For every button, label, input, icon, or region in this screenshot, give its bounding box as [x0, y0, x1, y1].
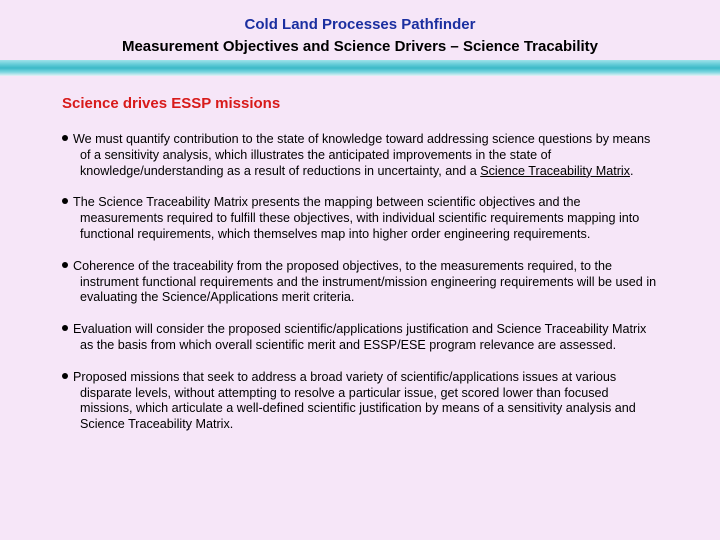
- bullet-dot-icon: [62, 135, 68, 141]
- bullet-item-3: [62, 259, 662, 306]
- slide-title-line-1: Cold Land Processes Pathfinder: [244, 16, 476, 33]
- science-traceability-matrix-link[interactable]: Science Traceability Matrix: [480, 163, 631, 178]
- bullet-5-text: Proposed missions that seek to address a broad variety of scientific/applications issues at various disparate levels, without attempting to resolve a particular issue, get scored lower than focused missions, which articulate a well-defined scientific justification by means of a sensitivity analysis and Science Traceability Matrix.: [73, 369, 636, 432]
- bullet-3-text: Coherence of the traceability from the proposed objectives, to the measurements required, to the instrument functional requirements and the instrument/mission engineering requirements will be used in evaluating the Science/Applications merit criteria.: [73, 258, 657, 305]
- bullet-list: [62, 132, 662, 449]
- section-subtitle: Science drives ESSP missions: [62, 95, 281, 112]
- bullet-4-text: Evaluation will consider the proposed scientific/applications justification and Science Traceability Matrix as the basis from which overall scientific merit and ESSP/ESE program relevance are assessed.: [73, 322, 647, 352]
- bullet-item-1: [62, 132, 662, 179]
- slide-title-line-2: Measurement Objectives and Science Drivers – Science Tracability: [121, 38, 599, 55]
- bullet-item-5: [62, 370, 662, 433]
- bullet-dot-icon: [62, 373, 68, 379]
- bullet-item-4: [62, 322, 662, 354]
- bullet-1-text-end: .: [630, 163, 634, 178]
- slide-header: [0, 0, 720, 62]
- bullet-dot-icon: [62, 325, 68, 331]
- header-divider-bar: [0, 60, 720, 76]
- bullet-item-2: [62, 195, 662, 242]
- bullet-1-text: We must quantify contribution to the state of knowledge toward addressing science questions by means of a sensitivity analysis, which illustrates the anticipated improvements in the state of knowledge/understanding as a result of reductions in uncertainty, and a: [73, 132, 651, 178]
- bullet-dot-icon: [62, 262, 68, 268]
- bullet-dot-icon: [62, 198, 68, 204]
- bullet-2-text: The Science Traceability Matrix presents the mapping between scientific objectives and the measurements required to fulfill these objectives, with individual scientific requirements mapping into functional requirements, which themselves map into higher order engineering requirements.: [73, 195, 640, 241]
